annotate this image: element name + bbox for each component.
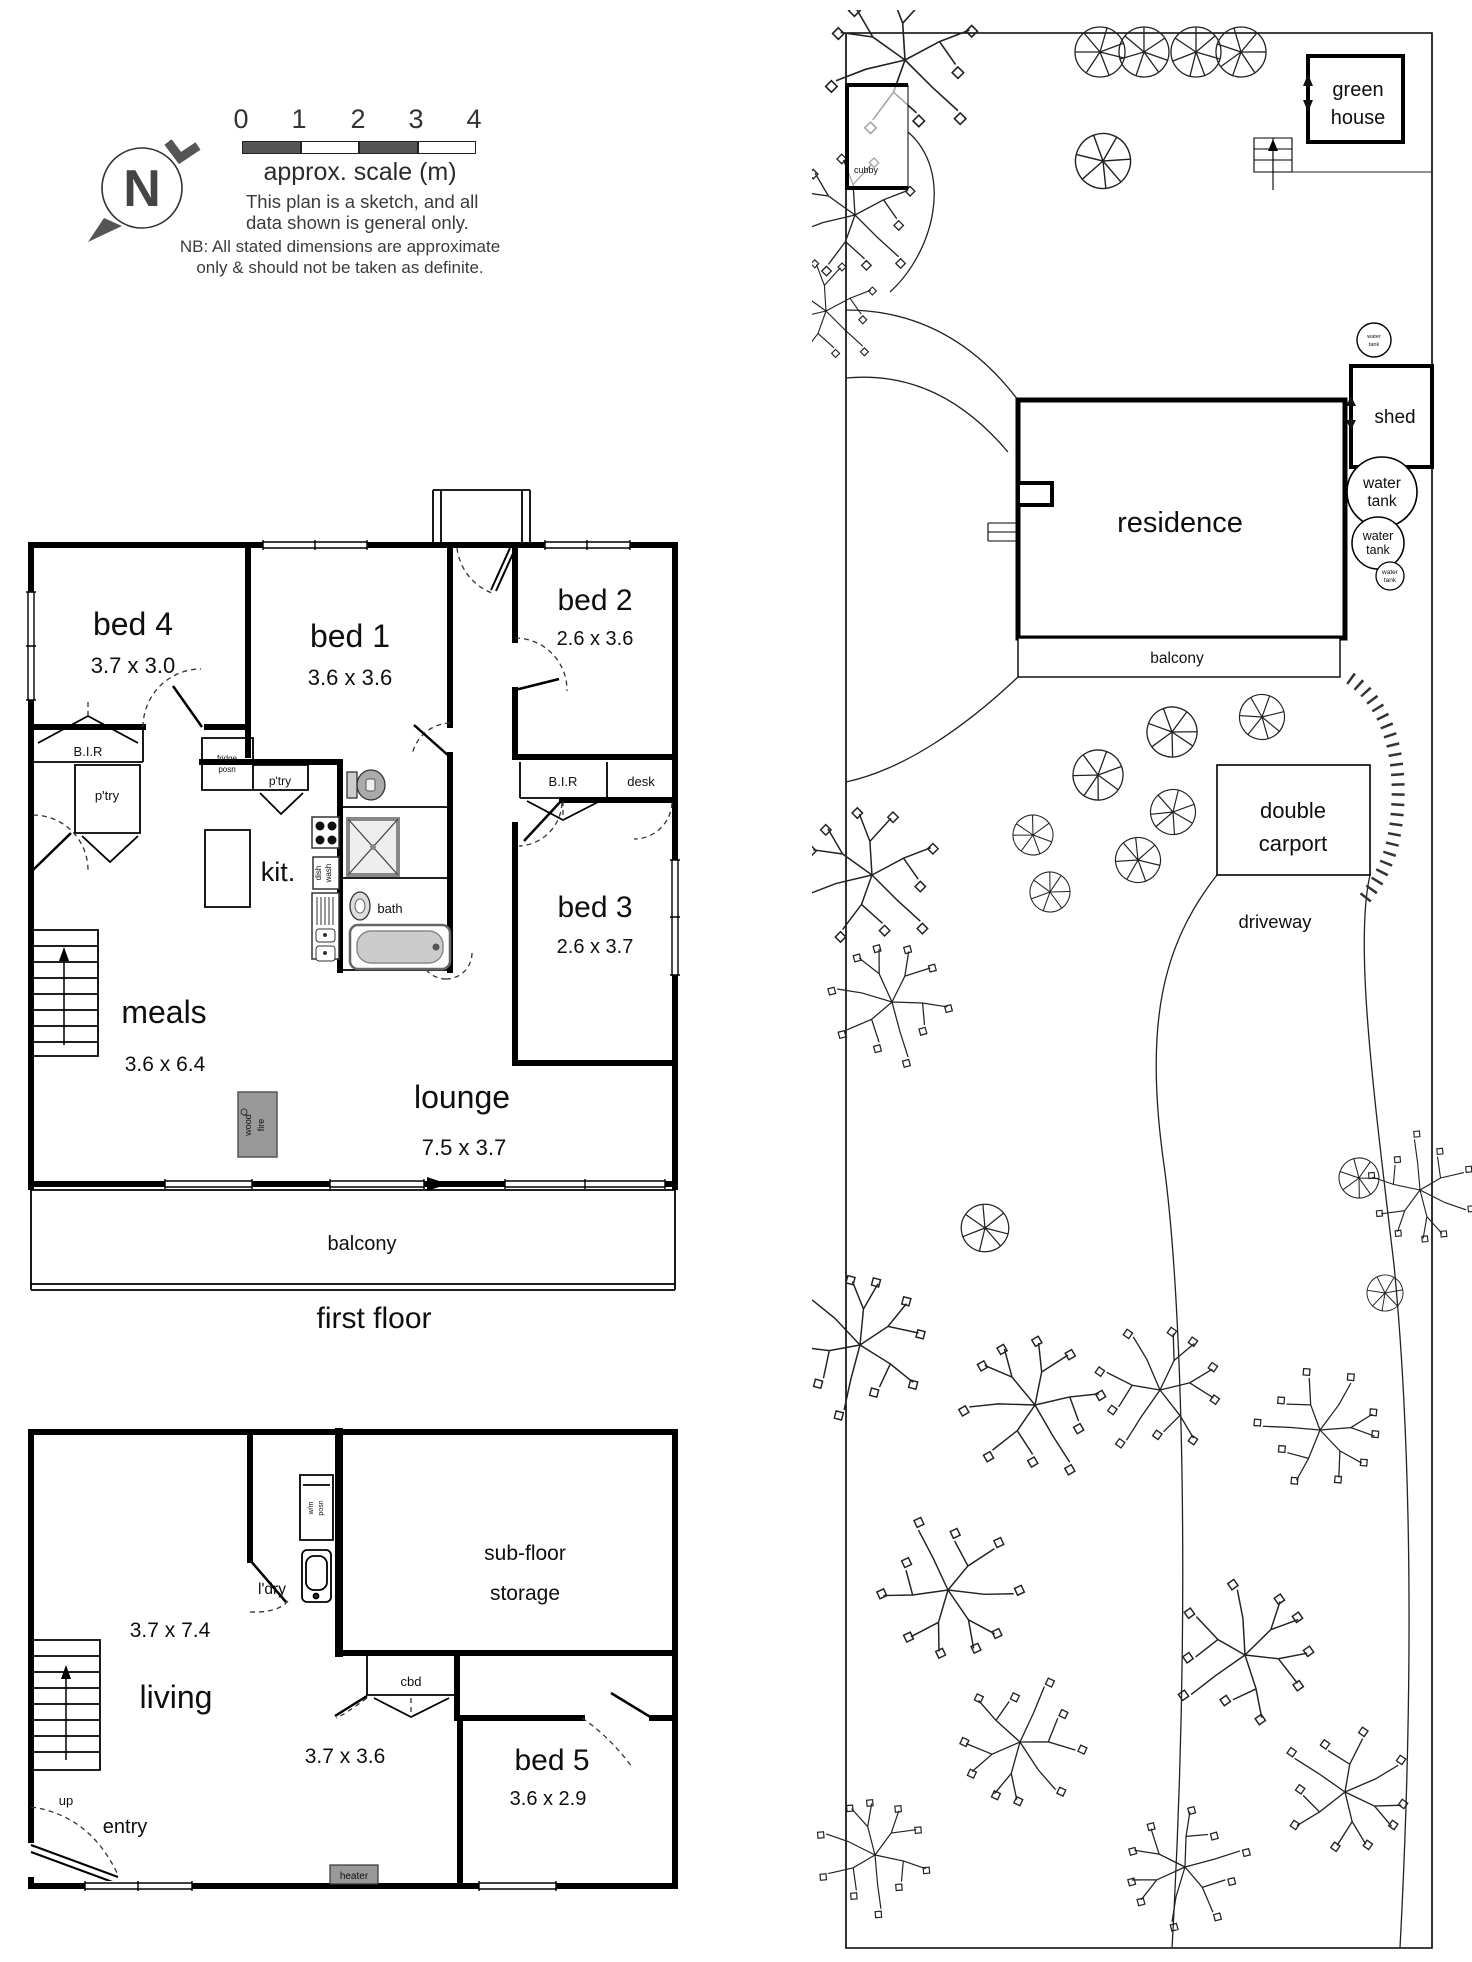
first-floor-caption: first floor <box>316 1302 432 1335</box>
entry-label: entry <box>102 1816 148 1838</box>
kit-label: kit. <box>260 857 296 887</box>
scale-bar-segment <box>242 141 301 154</box>
window-icon <box>330 1179 424 1189</box>
wood-fire-label-2: fire <box>256 1118 266 1132</box>
scale-bar-segment <box>359 141 418 154</box>
tree-icon <box>812 921 970 1080</box>
greenhouse-label-1: green <box>1332 79 1384 101</box>
dishwasher-icon <box>313 857 339 889</box>
tree-icon <box>1206 17 1276 87</box>
living-dims: 3.7 x 3.6 <box>304 1745 386 1768</box>
ground-floor-plan <box>22 1415 682 1895</box>
tree-icon <box>1140 700 1204 764</box>
cubby-label: cubby <box>853 165 879 175</box>
cbd-label: cbd <box>400 1674 422 1689</box>
garden-steps-icon <box>1254 138 1292 190</box>
lounge-label: lounge <box>413 1079 511 1115</box>
water-tank-tiny <box>1376 562 1404 590</box>
living-upper-dims: 3.7 x 7.4 <box>129 1619 211 1642</box>
water-tank-label-1: water <box>1363 475 1401 492</box>
sketch-note-line1: This plan is a sketch, and all <box>246 191 479 212</box>
carport-structure <box>1217 765 1370 875</box>
living-label: living <box>139 1679 213 1715</box>
bed3-dims: 2.6 x 3.7 <box>556 936 634 958</box>
kitchen-sink-icon <box>312 893 339 961</box>
tree-icon <box>1109 831 1167 889</box>
shed-label: shed <box>1374 407 1416 428</box>
water-tank-medium <box>1352 517 1404 569</box>
water-tank-small-top <box>1357 323 1391 357</box>
ground-floor-thin-lines <box>31 1475 455 1770</box>
tree-icon <box>1068 126 1138 196</box>
desk-label: desk <box>627 774 655 789</box>
scale-caption: approx. scale (m) <box>263 158 457 186</box>
nb-note <box>160 236 520 278</box>
dishwasher-label-1: dish <box>314 865 323 881</box>
wood-fire-label-1: wood <box>243 1114 253 1136</box>
shower-icon <box>348 819 398 875</box>
bed4-label: bed 4 <box>92 606 174 642</box>
water-tank-label-1: water <box>1367 334 1381 340</box>
tree-icon <box>1348 1118 1472 1264</box>
tree-icon <box>1335 1154 1384 1203</box>
bed5-label: bed 5 <box>514 1744 590 1777</box>
fridge-label-2: posn <box>218 765 236 774</box>
bir-right-label: B.I.R <box>548 774 578 789</box>
heater-box <box>330 1865 378 1884</box>
ff-balcony-label: balcony <box>327 1233 397 1255</box>
scale-tick-0: 0 <box>233 104 249 134</box>
first-floor-plan <box>22 485 682 1345</box>
tree-icon <box>1167 1572 1323 1732</box>
window-icon <box>670 860 680 975</box>
wm-label-2: posn <box>318 1500 325 1516</box>
north-letter: N <box>123 160 161 218</box>
tree-icon <box>1231 686 1292 747</box>
tree-icon <box>812 1249 951 1436</box>
tree-icon <box>1007 809 1058 860</box>
water-tank-label-1: water <box>1362 529 1394 543</box>
sketch-note <box>246 191 478 233</box>
nb-note-line2: only & should not be taken as definite. <box>196 258 484 277</box>
toilet-icon <box>347 770 385 800</box>
tree-icon <box>863 1504 1039 1678</box>
window-icon <box>263 540 367 550</box>
shed-structure <box>1346 366 1432 467</box>
site-balcony <box>1018 638 1340 677</box>
north-compass <box>80 118 220 243</box>
storage-label-2: storage <box>489 1582 561 1605</box>
sketch-note-line2: data shown is general only. <box>246 212 469 233</box>
tree-icon <box>1171 27 1221 77</box>
scale-bar-segment <box>418 141 477 154</box>
window-icon <box>165 1179 252 1189</box>
water-tank-label-2: tank <box>1367 493 1397 510</box>
residence-steps-icon <box>988 523 1018 541</box>
tree-icon <box>1075 27 1125 77</box>
compass-arrow-icon <box>168 142 198 158</box>
tree-icon <box>1089 1315 1231 1460</box>
stove-icon <box>312 817 339 848</box>
scale-bar <box>242 141 476 154</box>
bed2-label: bed 2 <box>557 584 633 617</box>
scale-tick-1: 1 <box>291 104 307 134</box>
property-boundary <box>846 33 1432 1948</box>
meals-label: meals <box>121 994 207 1030</box>
first-floor-door-leaves <box>33 548 562 870</box>
tree-icon <box>942 1665 1099 1824</box>
tree-icon <box>812 1776 951 1931</box>
bathtub-icon <box>350 925 450 969</box>
residence-label: residence <box>1117 507 1243 539</box>
site-plan <box>812 10 1472 1960</box>
compass-needle-icon <box>88 218 122 242</box>
water-tank-label-2: tank <box>1368 342 1380 348</box>
bath-label: bath <box>377 901 403 916</box>
driveway-label: driveway <box>1238 911 1312 932</box>
up-label: up <box>58 1793 74 1808</box>
site-balcony-label: balcony <box>1150 650 1204 667</box>
tree-icon <box>1024 866 1075 917</box>
window-icon <box>479 1881 556 1891</box>
heater-label: heater <box>339 1871 369 1882</box>
bed2-dims: 2.6 x 3.6 <box>556 628 634 650</box>
storage-label-1: sub-floor <box>484 1542 566 1565</box>
tree-icon <box>1066 743 1130 807</box>
tree-icon <box>948 1321 1117 1487</box>
tree-icon <box>1360 1268 1409 1317</box>
tree-icon <box>952 1195 1018 1261</box>
bed1-dims: 3.6 x 3.6 <box>307 665 393 690</box>
window-icon <box>26 592 36 700</box>
tree-icon <box>1276 1721 1421 1863</box>
tree-icon <box>1144 783 1202 841</box>
meals-dims: 3.6 x 6.4 <box>124 1053 206 1076</box>
dishwasher-label-2: wash <box>324 863 333 883</box>
scale-tick-3: 3 <box>408 104 424 134</box>
tree-icon <box>1240 1346 1405 1511</box>
bed4-dims: 3.7 x 3.0 <box>90 653 176 678</box>
residence-structure <box>988 400 1345 638</box>
window-icon <box>505 1179 665 1189</box>
wood-fire-box <box>238 1092 277 1157</box>
scale-tick-4: 4 <box>466 104 482 134</box>
stairs-arrow-icon <box>61 1665 71 1760</box>
lounge-dims: 7.5 x 3.7 <box>421 1135 507 1160</box>
ptry-mid-label: p'try <box>268 774 292 788</box>
bed3-label: bed 3 <box>557 891 633 924</box>
tree-icon <box>1104 1789 1263 1949</box>
door-marker-icon <box>427 1177 448 1191</box>
scale-tick-2: 2 <box>350 104 366 134</box>
scale-bar-segment <box>301 141 360 154</box>
nb-note-line1: NB: All stated dimensions are approximate <box>179 237 501 256</box>
tree-icon <box>1109 17 1179 87</box>
window-icon <box>545 540 630 550</box>
bir-left-label: B.I.R <box>73 744 103 759</box>
greenhouse-structure <box>1303 56 1403 142</box>
cubby-structure <box>847 85 908 188</box>
ldry-label: l'dry <box>258 1581 286 1598</box>
tree-icon <box>812 808 938 942</box>
wm-label-1: w/m <box>308 1501 315 1515</box>
carport-label-1: double <box>1259 798 1327 823</box>
trees <box>812 10 1472 1950</box>
basin-icon <box>350 892 370 920</box>
ptry-left-label: p'try <box>94 788 120 803</box>
bed1-label: bed 1 <box>309 618 391 654</box>
fridge-label-1: fridge <box>216 754 238 763</box>
water-tank-large <box>1347 457 1417 527</box>
water-tank-label-2: tank <box>1383 577 1397 584</box>
carport-label-2: carport <box>1258 831 1328 856</box>
water-tank-label-1: water <box>1382 569 1398 576</box>
window-icon <box>85 1881 192 1891</box>
greenhouse-label-2: house <box>1330 107 1386 129</box>
bed5-dims: 3.6 x 2.9 <box>509 1788 587 1810</box>
water-tank-label-2: tank <box>1366 543 1390 557</box>
